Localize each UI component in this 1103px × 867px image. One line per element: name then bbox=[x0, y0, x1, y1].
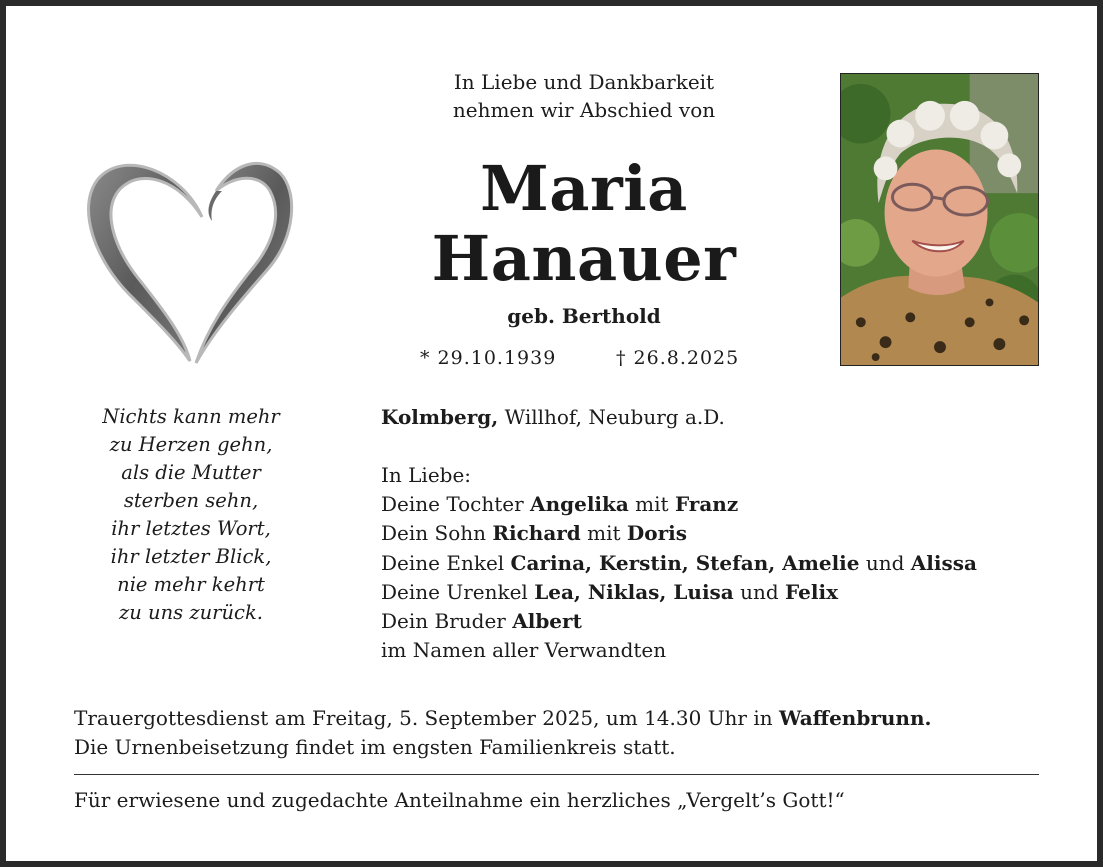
first-name: Maria bbox=[480, 152, 688, 225]
last-name: Hanauer bbox=[431, 222, 737, 295]
birth-date: * 29.10.1939 bbox=[420, 347, 557, 369]
family-son: Dein Sohn Richard mit Doris bbox=[381, 521, 687, 546]
poem-line: zu uns zurück. bbox=[118, 601, 263, 624]
heart-icon bbox=[84, 151, 302, 366]
family-list bbox=[381, 461, 977, 665]
poem bbox=[66, 403, 316, 627]
intro-line-1: In Liebe und Dankbarkeit bbox=[453, 70, 715, 94]
service-line-1: Trauergottesdienst am Freitag, 5. September 2025, um 14.30 Uhr in Waffenbrunn. bbox=[74, 706, 932, 730]
deceased-name bbox=[386, 154, 782, 294]
place-rest: Willhof, Neuburg a.D. bbox=[498, 405, 725, 429]
places bbox=[381, 403, 725, 431]
poem-line: ihr letztes Wort, bbox=[111, 517, 271, 540]
poem-line: sterben sehn, bbox=[123, 489, 259, 512]
thanks-line: Für erwiesene und zugedachte Anteilnahme ein herzliches „Vergelt’s Gott!“ bbox=[74, 788, 845, 812]
portrait-photo-icon bbox=[840, 73, 1039, 366]
poem-line: als die Mutter bbox=[121, 461, 261, 484]
service-info bbox=[74, 704, 931, 762]
family-brother: Dein Bruder Albert bbox=[381, 608, 582, 633]
death-date: † 26.8.2025 bbox=[616, 347, 740, 369]
poem-line: zu Herzen gehn, bbox=[109, 433, 273, 456]
family-intro: In Liebe: bbox=[381, 463, 472, 487]
service-line-2: Die Urnenbeisetzung findet im engsten Familienkreis statt. bbox=[74, 735, 676, 759]
poem-line: ihr letzter Blick, bbox=[110, 545, 272, 568]
family-relatives: im Namen aller Verwandten bbox=[381, 638, 667, 663]
poem-line: nie mehr kehrt bbox=[117, 573, 265, 596]
poem-line: Nichts kann mehr bbox=[102, 405, 280, 428]
place-main: Kolmberg, bbox=[381, 405, 499, 429]
divider bbox=[74, 774, 1039, 775]
family-great-grandchildren: Deine Urenkel Lea, Niklas, Luisa und Felix bbox=[381, 579, 838, 604]
family-grandchildren: Deine Enkel Carina, Kerstin, Stefan, Amelie und Alissa bbox=[381, 550, 977, 575]
intro-text bbox=[386, 68, 782, 124]
family-daughter: Deine Tochter Angelika mit Franz bbox=[381, 492, 739, 517]
maiden-name: geb. Berthold bbox=[507, 304, 661, 328]
intro-line-2: nehmen wir Abschied von bbox=[452, 98, 716, 122]
